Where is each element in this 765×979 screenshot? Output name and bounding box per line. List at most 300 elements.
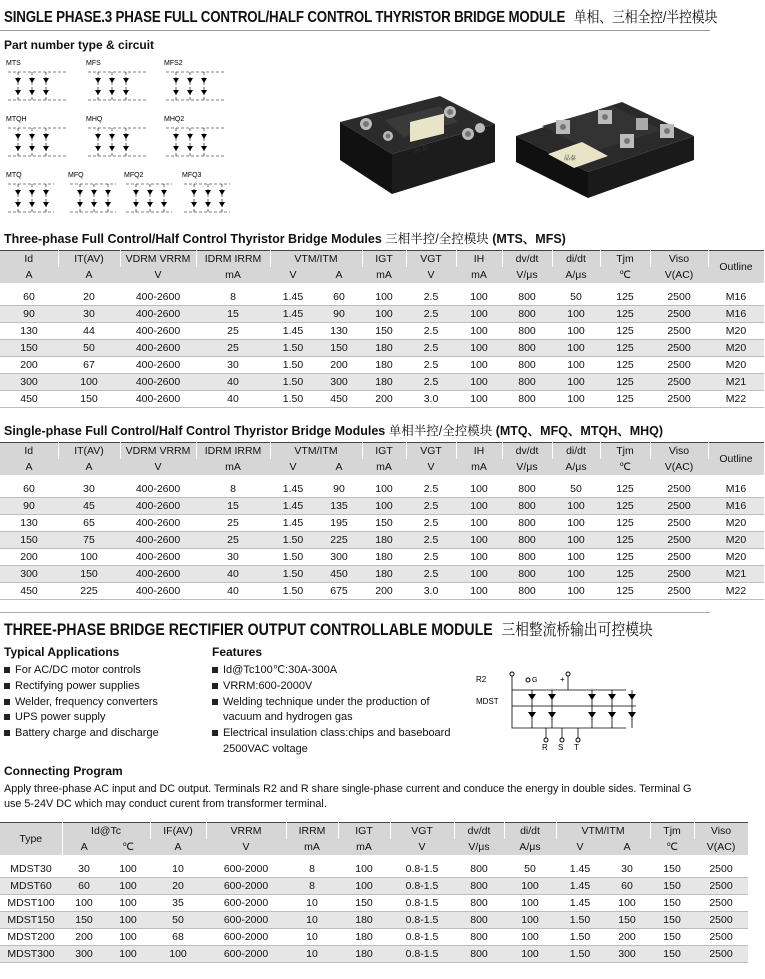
apps-list xyxy=(4,663,204,742)
table-cell: 2500 xyxy=(650,549,708,566)
feature-item: Welding technique under the production of vacuum and hydrogen gas xyxy=(212,695,452,727)
thyristor-symbol xyxy=(161,190,167,195)
table-cell: 100 xyxy=(504,946,556,963)
part-section-heading: Part number type & circuit xyxy=(4,38,155,52)
table-cell: 2.5 xyxy=(406,481,456,498)
table-cell: 2.5 xyxy=(406,549,456,566)
table-cell: 150 xyxy=(0,532,58,549)
circuit-mfq xyxy=(68,172,116,212)
table-cell: M20 xyxy=(708,357,764,374)
thyristor-symbol xyxy=(191,190,197,195)
thyristor-symbol xyxy=(91,190,97,195)
table-cell: 100 xyxy=(456,532,502,549)
table-cell: 100 xyxy=(106,861,150,878)
table-unit-cell: V/μs xyxy=(502,267,552,283)
table-cell: M21 xyxy=(708,566,764,583)
table-cell: 100 xyxy=(552,498,600,515)
table-cell: 150 xyxy=(62,912,106,929)
table-cell: 100 xyxy=(456,289,502,306)
table-cell: 600-2000 xyxy=(206,861,286,878)
table-cell: 2500 xyxy=(650,583,708,600)
table-cell: 800 xyxy=(454,861,504,878)
circuit-label: MFQ2 xyxy=(124,172,144,179)
table-row xyxy=(0,532,764,549)
table-cell: 180 xyxy=(338,912,390,929)
table-cell: 125 xyxy=(600,532,650,549)
table1-heading-en: Three-phase Full Control/Half Control Thyristor Bridge Modules xyxy=(4,232,382,246)
table-cell: 150 xyxy=(0,340,58,357)
table-cell: 100 xyxy=(58,374,120,391)
table-cell: 400-2600 xyxy=(120,289,196,306)
table-cell: 50 xyxy=(552,481,600,498)
thyristor-symbol xyxy=(29,78,35,83)
thyristor-symbol xyxy=(29,202,35,207)
table-cell: 1.45 xyxy=(556,878,604,895)
table-unit-cell: ℃ xyxy=(600,459,650,475)
table-cell: 2500 xyxy=(650,323,708,340)
table-cell: 450 xyxy=(316,391,362,408)
table-cell: 180 xyxy=(362,340,406,357)
table-cell: 150 xyxy=(650,861,694,878)
table-cell: 8 xyxy=(196,481,270,498)
table-cell: 1.50 xyxy=(270,566,316,583)
table-unit-cell: V xyxy=(120,267,196,283)
table-cell: 150 xyxy=(362,323,406,340)
table-cell: 2500 xyxy=(650,340,708,357)
table-cell: 150 xyxy=(650,946,694,963)
table-cell: 100 xyxy=(106,895,150,912)
table-cell: 400-2600 xyxy=(120,357,196,374)
thyristor-symbol xyxy=(95,134,101,139)
app-item: UPS power supply xyxy=(4,710,204,726)
thyristor-symbol xyxy=(109,134,115,139)
table-header-cell: di/dt xyxy=(504,823,556,840)
table-header-cell: IDRM IRRM xyxy=(196,443,270,460)
table-row xyxy=(0,323,764,340)
table-cell: 10 xyxy=(286,929,338,946)
table-cell: 8 xyxy=(196,289,270,306)
table-cell: 200 xyxy=(362,583,406,600)
thyristor-symbol xyxy=(15,146,21,151)
table-cell: 600-2000 xyxy=(206,946,286,963)
table-cell: 50 xyxy=(58,340,120,357)
table-cell: 800 xyxy=(502,515,552,532)
thyristor-symbol xyxy=(43,202,49,207)
table-cell: 300 xyxy=(604,946,650,963)
table-cell: 2500 xyxy=(650,289,708,306)
table-header-cell: di/dt xyxy=(552,251,600,268)
table-cell: 800 xyxy=(502,566,552,583)
table-unit-cell: A xyxy=(150,839,206,855)
table-cell: M20 xyxy=(708,549,764,566)
table-cell: 25 xyxy=(196,515,270,532)
thyristor-symbol xyxy=(95,90,101,95)
table-cell: 200 xyxy=(316,357,362,374)
table-cell: 1.50 xyxy=(270,583,316,600)
table-cell: 100 xyxy=(504,878,556,895)
table-cell: 100 xyxy=(504,895,556,912)
circuit-label: MFS xyxy=(86,60,101,67)
table2 xyxy=(0,442,765,600)
table-unit-cell: V xyxy=(270,267,316,283)
circuit-label: MHQ xyxy=(86,116,103,123)
table-cell: 100 xyxy=(362,306,406,323)
table-cell: 100 xyxy=(456,498,502,515)
table-header-cell: Viso xyxy=(650,251,708,268)
table-cell: 100 xyxy=(456,583,502,600)
thyristor-symbol xyxy=(133,190,139,195)
table-cell: 100 xyxy=(362,481,406,498)
table-cell: 8 xyxy=(286,878,338,895)
table-cell: 0.8-1.5 xyxy=(390,861,454,878)
thyristor-symbol xyxy=(43,190,49,195)
table-cell: 2500 xyxy=(694,946,748,963)
circuit-mts xyxy=(6,60,68,100)
product-photo-1 xyxy=(330,82,500,200)
table-cell: 100 xyxy=(106,912,150,929)
table1-heading xyxy=(4,229,566,247)
table-cell: 180 xyxy=(338,946,390,963)
table-cell: 100 xyxy=(552,532,600,549)
apps-heading: Typical Applications xyxy=(4,645,120,659)
table-cell: 40 xyxy=(196,583,270,600)
table-unit-cell: ℃ xyxy=(650,839,694,855)
table-cell: 800 xyxy=(502,549,552,566)
table-cell: 150 xyxy=(338,895,390,912)
table-cell: 150 xyxy=(58,566,120,583)
thyristor-symbol xyxy=(109,90,115,95)
table-cell: 35 xyxy=(150,895,206,912)
table-cell: 100 xyxy=(552,340,600,357)
table-header-cell: VGT xyxy=(390,823,454,840)
table-header-cell: IDRM IRRM xyxy=(196,251,270,268)
table-header-cell: dv/dt xyxy=(502,443,552,460)
table-cell: 100 xyxy=(552,323,600,340)
thyristor-symbol xyxy=(201,146,207,151)
terminal-t: T xyxy=(574,743,579,752)
table-cell: 300 xyxy=(0,374,58,391)
table-header-cell: IH xyxy=(456,443,502,460)
circuit-mfs2 xyxy=(164,60,226,100)
table-cell: 800 xyxy=(502,583,552,600)
table-unit-cell: A xyxy=(58,267,120,283)
table-cell: 60 xyxy=(316,289,362,306)
table-cell: 0.8-1.5 xyxy=(390,878,454,895)
table-header-cell: Id@Tc xyxy=(62,823,150,840)
table-cell: 400-2600 xyxy=(120,549,196,566)
table-cell: 2.5 xyxy=(406,498,456,515)
table-cell: 2.5 xyxy=(406,289,456,306)
thyristor-symbol xyxy=(201,90,207,95)
table-cell: 25 xyxy=(196,532,270,549)
table-cell: MDST60 xyxy=(0,878,62,895)
table-cell: 25 xyxy=(196,323,270,340)
thyristor-symbol xyxy=(219,190,225,195)
circuit-mhq xyxy=(86,116,148,156)
app-item: Battery charge and discharge xyxy=(4,726,204,742)
table-cell: 125 xyxy=(600,481,650,498)
table-cell: 225 xyxy=(316,532,362,549)
table-cell: 1.45 xyxy=(270,498,316,515)
table-cell: 100 xyxy=(552,566,600,583)
table-cell: 2.5 xyxy=(406,357,456,374)
table-cell: 125 xyxy=(600,498,650,515)
table-cell: 100 xyxy=(338,878,390,895)
table-row xyxy=(0,895,748,912)
thyristor-symbol xyxy=(43,146,49,151)
table-cell: 40 xyxy=(196,374,270,391)
thyristor-symbol xyxy=(161,202,167,207)
table-cell: M20 xyxy=(708,340,764,357)
circuit-mtq xyxy=(6,172,54,212)
table-cell: M16 xyxy=(708,481,764,498)
thyristor-symbol xyxy=(15,202,21,207)
table-cell: 100 xyxy=(604,895,650,912)
table-cell: 15 xyxy=(196,306,270,323)
table-cell: 3.0 xyxy=(406,583,456,600)
thyristor-symbol xyxy=(77,190,83,195)
thyristor-symbol xyxy=(187,90,193,95)
table-header-cell: IGT xyxy=(362,251,406,268)
table-row xyxy=(0,498,764,515)
table-row xyxy=(0,340,764,357)
table-cell: 130 xyxy=(316,323,362,340)
table-row xyxy=(0,374,764,391)
circuit-mtqh xyxy=(6,116,68,156)
thyristor-symbol xyxy=(187,146,193,151)
mdst-label: MDST xyxy=(476,697,499,706)
table-unit-cell: V xyxy=(556,839,604,855)
table-unit-cell: mA xyxy=(456,459,502,475)
page-title xyxy=(4,6,717,27)
table-cell: 800 xyxy=(502,481,552,498)
feature-item: VRRM:600-2000V xyxy=(212,679,452,695)
thyristor-symbol xyxy=(15,190,21,195)
table-unit-cell: V xyxy=(206,839,286,855)
table-cell: 50 xyxy=(504,861,556,878)
table-cell: 2500 xyxy=(650,391,708,408)
table-cell: 400-2600 xyxy=(120,374,196,391)
table-cell: 2500 xyxy=(650,306,708,323)
table-cell: 2.5 xyxy=(406,340,456,357)
table-cell: 10 xyxy=(286,946,338,963)
table1-heading-suffix: (MTS、MFS) xyxy=(492,232,566,246)
table-header-cell: IT(AV) xyxy=(58,251,120,268)
table-cell: 200 xyxy=(0,357,58,374)
table-header-cell: VGT xyxy=(406,251,456,268)
table-unit-cell: V/μs xyxy=(502,459,552,475)
table-row xyxy=(0,929,748,946)
thyristor-symbol xyxy=(15,134,21,139)
table-header-cell: VDRM VRRM xyxy=(120,251,196,268)
table-cell: 1.50 xyxy=(270,549,316,566)
table-cell: 200 xyxy=(362,391,406,408)
thyristor-symbol xyxy=(91,202,97,207)
thyristor-symbol xyxy=(147,190,153,195)
table-cell: 300 xyxy=(62,946,106,963)
table-cell: 20 xyxy=(58,289,120,306)
table-unit-cell: V/μs xyxy=(454,839,504,855)
table-cell: 150 xyxy=(650,878,694,895)
table-unit-cell: mA xyxy=(362,267,406,283)
table-header-outline: Outline xyxy=(708,251,764,284)
table-cell: 125 xyxy=(600,566,650,583)
table-cell: 100 xyxy=(362,289,406,306)
table-row xyxy=(0,481,764,498)
table-cell: 1.50 xyxy=(270,340,316,357)
table-row xyxy=(0,515,764,532)
table-cell: 130 xyxy=(0,323,58,340)
table-cell: 60 xyxy=(0,289,58,306)
table-cell: 15 xyxy=(196,498,270,515)
table-cell: 100 xyxy=(150,946,206,963)
table-cell: 180 xyxy=(362,532,406,549)
thyristor-symbol xyxy=(133,202,139,207)
circuit-mfq3 xyxy=(182,172,230,212)
table-cell: 150 xyxy=(58,391,120,408)
table-cell: 100 xyxy=(456,374,502,391)
table-header-cell: Tjm xyxy=(600,443,650,460)
table-unit-cell: mA xyxy=(196,267,270,283)
table-cell: 10 xyxy=(286,912,338,929)
table-cell: 150 xyxy=(650,929,694,946)
table-header-cell: IRRM xyxy=(286,823,338,840)
thyristor-symbol xyxy=(43,90,49,95)
table-cell: 100 xyxy=(552,583,600,600)
table-cell: 225 xyxy=(58,583,120,600)
table-cell: 0.8-1.5 xyxy=(390,895,454,912)
table-cell: 100 xyxy=(456,566,502,583)
table-header-cell: Id xyxy=(0,443,58,460)
table-cell: 100 xyxy=(106,946,150,963)
table2-heading-suffix: (MTQ、MFQ、MTQH、MHQ) xyxy=(495,424,664,438)
table-unit-cell: A xyxy=(604,839,650,855)
thyristor-symbol xyxy=(29,90,35,95)
table-unit-cell: mA xyxy=(456,267,502,283)
table-cell: 675 xyxy=(316,583,362,600)
table-cell: 100 xyxy=(552,306,600,323)
table-unit-cell: A xyxy=(62,839,106,855)
table-unit-cell: mA xyxy=(338,839,390,855)
table-cell: 100 xyxy=(456,549,502,566)
table-row xyxy=(0,946,748,963)
table-cell: 0.8-1.5 xyxy=(390,929,454,946)
circuit-label: MHQ2 xyxy=(164,116,185,123)
features-heading: Features xyxy=(212,645,263,659)
table-cell: 2.5 xyxy=(406,566,456,583)
thyristor-symbol xyxy=(201,134,207,139)
section-rule xyxy=(0,612,710,613)
table-cell: MDST30 xyxy=(0,861,62,878)
table-cell: MDST200 xyxy=(0,929,62,946)
table-cell: 1.50 xyxy=(556,929,604,946)
table-cell: M20 xyxy=(708,323,764,340)
table-cell: 1.50 xyxy=(270,357,316,374)
table-header-cell: IGT xyxy=(362,443,406,460)
thyristor-symbol xyxy=(191,202,197,207)
table-cell: MDST100 xyxy=(0,895,62,912)
table-cell: 2500 xyxy=(650,566,708,583)
table-cell: 100 xyxy=(456,306,502,323)
table-cell: 800 xyxy=(502,340,552,357)
table-header-cell: dv/dt xyxy=(454,823,504,840)
table2-heading xyxy=(4,421,663,439)
table-unit-cell: mA xyxy=(286,839,338,855)
table-cell: 150 xyxy=(650,912,694,929)
table3 xyxy=(0,822,749,963)
table-unit-cell: A xyxy=(316,267,362,283)
table-unit-cell: mA xyxy=(196,459,270,475)
title-en: SINGLE PHASE.3 PHASE FULL CONTROL/HALF CONTROL THYRISTOR BRIDGE MODULE xyxy=(4,9,566,26)
table-cell: 150 xyxy=(316,340,362,357)
table-cell: 200 xyxy=(604,929,650,946)
table-unit-cell: A xyxy=(316,459,362,475)
table-cell: 1.45 xyxy=(270,323,316,340)
table-header-cell: Viso xyxy=(650,443,708,460)
table-cell: 150 xyxy=(362,515,406,532)
table-cell: 50 xyxy=(552,289,600,306)
thyristor-symbol xyxy=(205,202,211,207)
table-unit-cell: V xyxy=(390,839,454,855)
table-cell: 450 xyxy=(0,391,58,408)
table-row xyxy=(0,357,764,374)
feature-item: Electrical insulation class:chips and baseboard 2500VAC voltage xyxy=(212,726,452,758)
table-cell: 180 xyxy=(338,929,390,946)
thyristor-symbol xyxy=(29,146,35,151)
table-row xyxy=(0,306,764,323)
table-cell: 125 xyxy=(600,306,650,323)
table-cell: 800 xyxy=(502,289,552,306)
table-unit-cell: V xyxy=(270,459,316,475)
circuit-mhq2 xyxy=(164,116,226,156)
table-header-cell: VTM/ITM xyxy=(556,823,650,840)
circuit-label: MFQ3 xyxy=(182,172,202,179)
table-cell: 8 xyxy=(286,861,338,878)
table-cell: 2.5 xyxy=(406,515,456,532)
table-header-outline: Outline xyxy=(708,443,764,476)
thyristor-symbol xyxy=(77,202,83,207)
table-cell: 125 xyxy=(600,515,650,532)
table-header-cell: Id xyxy=(0,251,58,268)
thyristor-symbol xyxy=(123,134,129,139)
thyristor-symbol xyxy=(201,78,207,83)
thyristor-symbol xyxy=(173,146,179,151)
circuit-label: MTQH xyxy=(6,116,27,123)
table-cell: 800 xyxy=(454,946,504,963)
table-cell: 300 xyxy=(316,374,362,391)
table-cell: M16 xyxy=(708,289,764,306)
table-cell: M22 xyxy=(708,583,764,600)
table-header-cell: IF(AV) xyxy=(150,823,206,840)
table-row xyxy=(0,566,764,583)
table-cell: 100 xyxy=(456,481,502,498)
table-cell: 100 xyxy=(456,323,502,340)
terminal-g: G xyxy=(532,677,538,684)
table-unit-cell: V(AC) xyxy=(650,459,708,475)
table-header-cell: IT(AV) xyxy=(58,443,120,460)
table-cell: 400-2600 xyxy=(120,515,196,532)
table-cell: 100 xyxy=(552,391,600,408)
table-cell: M22 xyxy=(708,391,764,408)
table-cell: 100 xyxy=(552,357,600,374)
table-cell: 90 xyxy=(316,306,362,323)
table-cell: 30 xyxy=(58,306,120,323)
table-cell: 800 xyxy=(502,391,552,408)
photo2-label: 晶泰 xyxy=(564,156,577,162)
table-cell: 20 xyxy=(150,878,206,895)
table-cell: 1.50 xyxy=(270,391,316,408)
table-cell: 10 xyxy=(150,861,206,878)
